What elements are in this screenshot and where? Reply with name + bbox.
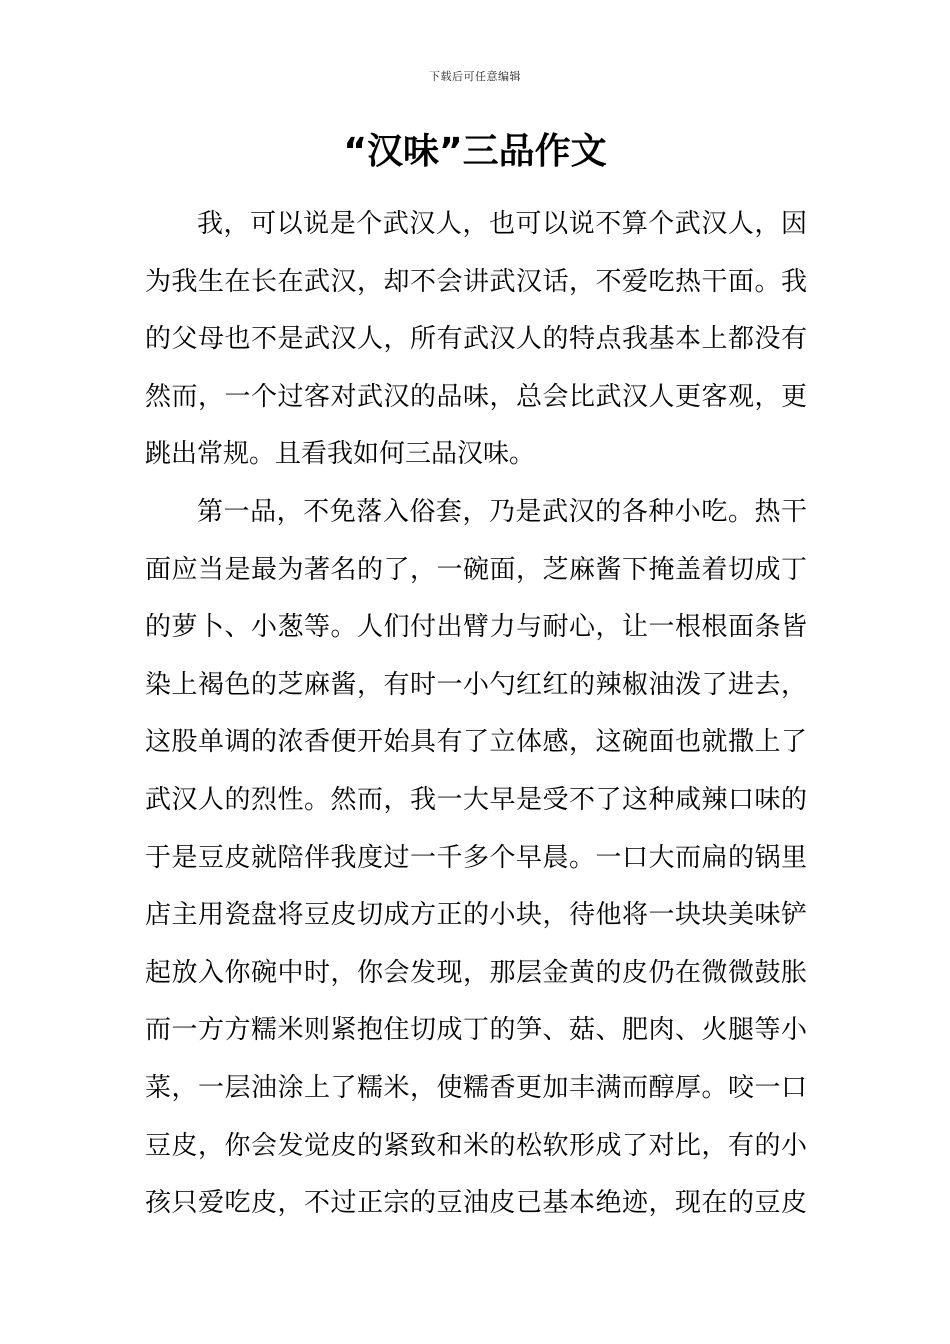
text-line: 的萝卜、小葱等。人们付出臂力与耐心，让一根根面条皆 — [145, 612, 807, 643]
text-line: 跳出常规。且看我如何三品汉味。 — [145, 439, 536, 470]
text-line: 染上褐色的芝麻酱，有时一小勺红红的辣椒油泼了进去， — [145, 669, 807, 700]
text-line: 孩只爱吃皮，不过正宗的豆油皮已基本绝迹，现在的豆皮 — [145, 1188, 807, 1219]
text-line: 面应当是最为著名的了，一碗面，芝麻酱下掩盖着切成丁 — [145, 554, 807, 585]
text-line: 的父母也不是武汉人，所有武汉人的特点我基本上都没有 — [145, 324, 807, 355]
text-line: 第一品，不免落入俗套，乃是武汉的各种小吃。热干 — [197, 496, 807, 527]
text-line: 为我生在长在武汉，却不会讲武汉话，不爱吃热干面。我 — [145, 266, 807, 297]
document-title: “汉味”三品作文 — [343, 131, 607, 172]
text-line: 菜，一层油涂上了糯米，使糯香更加丰满而醇厚。咬一口 — [145, 1072, 807, 1103]
text-line: 这股单调的浓香便开始具有了立体感，这碗面也就撒上了 — [145, 727, 807, 758]
text-line: 豆皮，你会发觉皮的紧致和米的松软形成了对比，有的小 — [145, 1130, 807, 1161]
body-text — [145, 196, 807, 1233]
text-line: 店主用瓷盘将豆皮切成方正的小块，待他将一块块美味铲 — [145, 900, 807, 931]
text-line: 起放入你碗中时，你会发现，那层金黄的皮仍在微微鼓胀 — [145, 957, 807, 988]
text-line: 而一方方糯米则紧抱住切成丁的笋、菇、肥肉、火腿等小 — [145, 1015, 807, 1046]
text-line: 然而，一个过客对武汉的品味，总会比武汉人更客观，更 — [145, 381, 807, 412]
text-line: 于是豆皮就陪伴我度过一千多个早晨。一口大而扁的锅里 — [145, 842, 807, 873]
text-line: 武汉人的烈性。然而，我一大早是受不了这种咸辣口味的 — [145, 784, 807, 815]
header-note: 下载后可任意编辑 — [429, 70, 521, 83]
text-line: 我，可以说是个武汉人，也可以说不算个武汉人，因 — [197, 209, 807, 239]
